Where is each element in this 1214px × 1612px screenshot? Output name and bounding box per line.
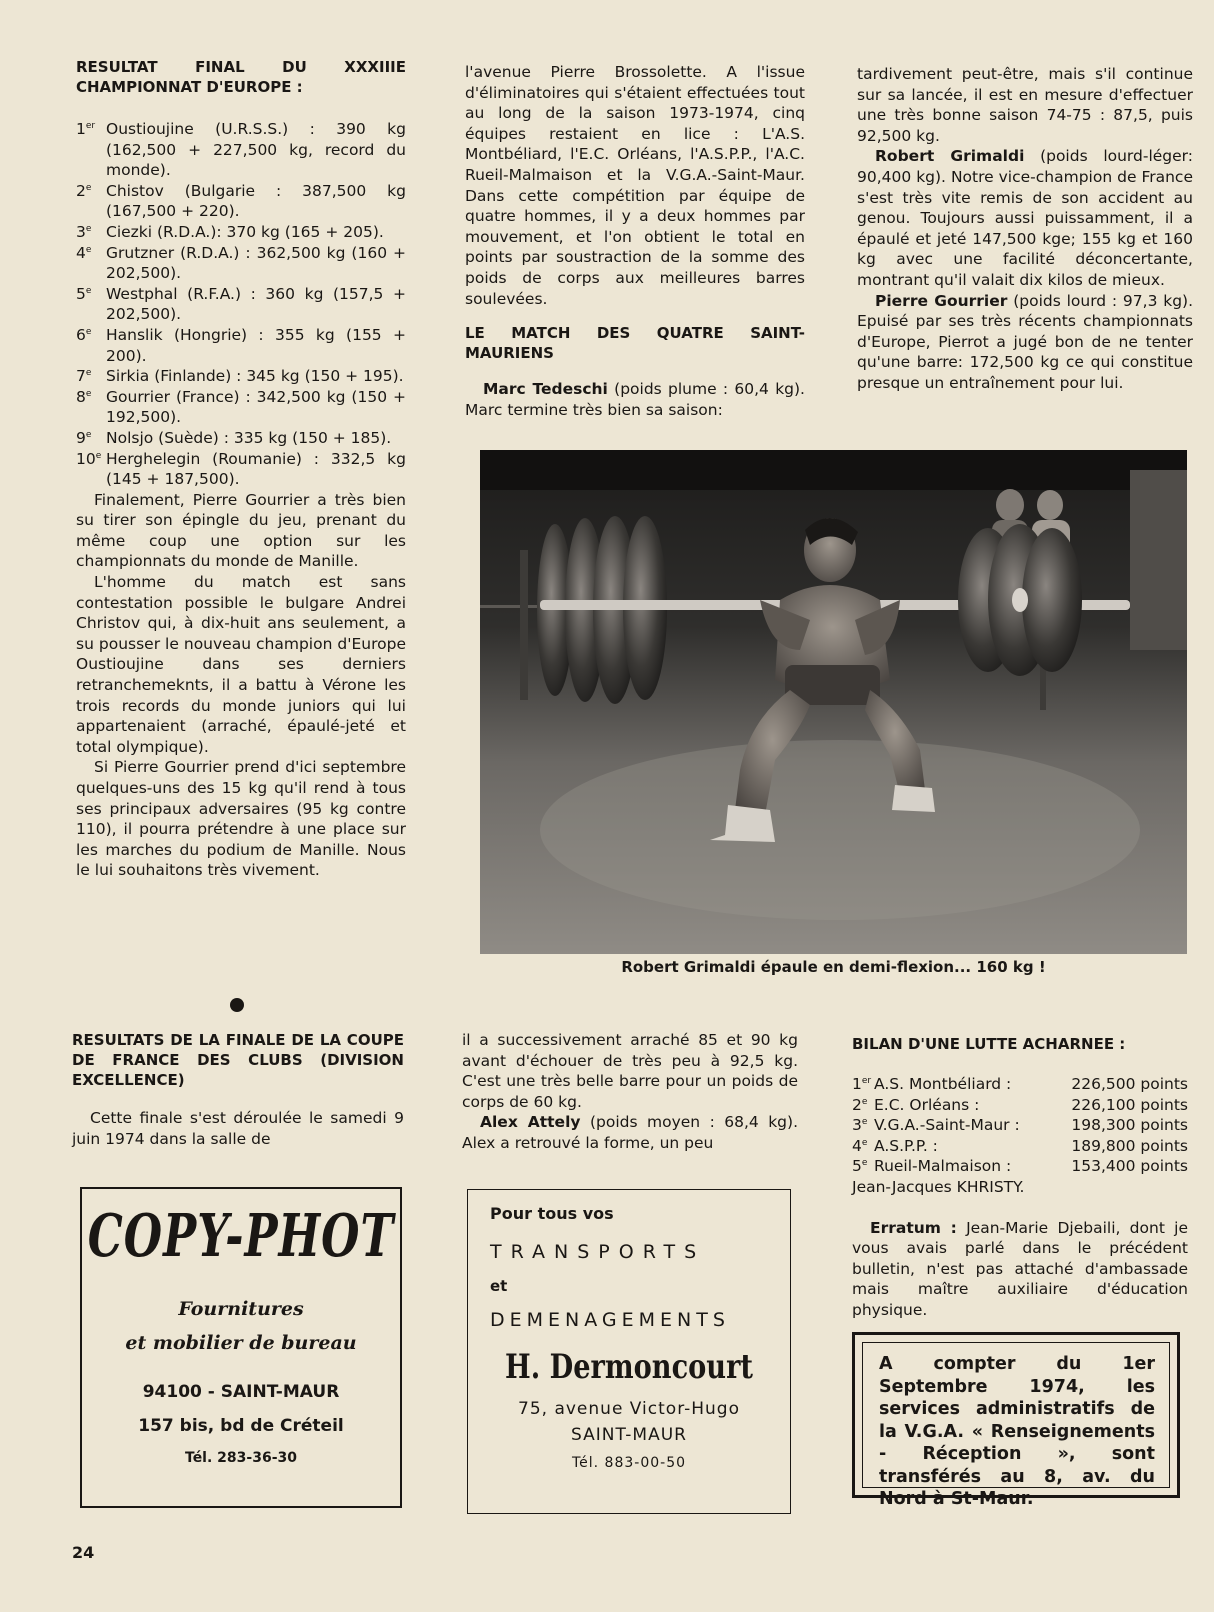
paragraph: Si Pierre Gourrier prend d'ici septembre quelques-uns des 15 kg qu'il rend à tous ses principaux adversaires (95 kg contre 110), il pourra prétendre à une place sur les marches du podium de Manille. Nous le lui souhaitons très vivement. [76,758,406,880]
paragraph: Pierre Gourrier (poids lourd : 97,3 kg). Epuisé par ses très récents championnats d'Europe, Pierrot a jugé bon de ne tenter qu'une barre: 172,500 kg ce qui constitue presque un entraînement pour lui. [857,291,1194,392]
result-row [76,243,406,284]
bilan-row [852,1095,1188,1116]
ad-brand: H. Dermoncourt [505,1347,753,1387]
ad-line: Pour tous vos [490,1204,614,1223]
result-text: Sirkia (Finlande) : 345 kg (150 + 195). [106,367,404,386]
result-rank: 7e [76,367,92,386]
paragraph: tardivement peut-être, mais s'il continue sur sa lancée, il est en mesure d'effectuer une très bonne saison 74-75 : 87,5, puis 92,500 kg. [857,65,1193,145]
result-row [76,449,406,490]
bullet-dot [230,998,244,1012]
page-number: 24 [72,1543,95,1562]
bilan-points: 226,100 points [1071,1095,1188,1114]
paragraph: Finalement, Pierre Gourrier a très bien su tirer son épingle du jeu, prenant du même coup une option sur les championnats du monde de Manille. [76,490,406,571]
column-3 [857,64,1193,394]
paragraph: il a successivement arraché 85 et 90 kg avant d'échouer de très peu à 92,5 kg. C'est une très belle barre pour un poids de corps de 60 kg. [462,1031,798,1111]
result-row [76,222,406,243]
notice-box [852,1332,1180,1509]
column-2-bottom [462,1030,798,1154]
paragraph: Cette finale s'est déroulée le samedi 9 juin 1974 dans la salle de [72,1109,404,1148]
result-rank: 6e [76,325,92,344]
athlete-name: Pierre Gourrier [875,291,1008,310]
bilan-points: 226,500 points [1071,1075,1188,1093]
result-rank: 8e [76,387,92,406]
result-rank: 10e [76,449,102,468]
result-row [76,387,406,428]
ad-line: TRANSPORTS [490,1241,706,1263]
ad-brand: COPY-PHOT [87,1202,395,1271]
result-text: Hanslik (Hongrie) : 355 kg (155 + 200). [106,325,406,365]
athlete-name: Marc Tedeschi [483,380,608,399]
match-heading: LE MATCH DES QUATRE SAINT-MAURIENS [465,324,805,363]
athlete-name: Alex Attely [480,1113,581,1132]
paragraph: l'avenue Pierre Brossolette. A l'issue d'éliminatoires qui s'étaient effectuées tout au long de la saison 1973-1974, cinq équipes restaient en lice : L'A.S. Montbéliard, l'E.C. Orléans, l'A.S.P.P., l'A.C. Rueil-Malmaison et la V.G.A.-Saint-Maur. Dans cette compétition par équipe de quatre hommes, il y a deux hommes par mouvement, et l'on obtient le total en points par soustraction de la somme des poids de corps aux meilleures barres soulevées. [465,63,805,308]
bilan-row [852,1074,1188,1095]
ad-phone: Tél. 883-00-50 [571,1455,687,1471]
bilan-rank: 1er [852,1075,872,1093]
result-text: Oustioujine (U.R.S.S.) : 390 kg (162,500 + 227,500 kg, record du monde). [106,120,406,180]
bilan-rank: 3e [852,1116,868,1135]
paragraph: Alex Attely (poids moyen : 68,4 kg). Alex a retrouvé la forme, un peu [462,1113,798,1152]
column-2 [465,62,805,420]
ad-phone: Tél. 283-36-30 [185,1450,297,1466]
ad-line: Fournitures [178,1298,304,1320]
column-3-bottom [852,1034,1188,1321]
result-row [76,119,406,181]
bilan-club: V.G.A.-Saint-Maur : [874,1116,1020,1135]
weightlifter-photo [480,450,1187,954]
ad-line: et [490,1277,508,1295]
bilan-rank: 5e [852,1157,868,1176]
result-text: Grutzner (R.D.A.) : 362,500 kg (160 + 202,500). [106,243,406,283]
result-text: Herghelegin (Roumanie) : 332,5 kg (145 + 187,500). [106,449,406,489]
result-text: Gourrier (France) : 342,500 kg (150 + 192,500). [106,387,406,427]
bilan-club: E.C. Orléans : [874,1095,980,1114]
athlete-name: Robert Grimaldi [875,147,1025,166]
copy-phot-ad [80,1187,402,1508]
result-text: Nolsjo (Suède) : 335 kg (150 + 185). [106,428,392,447]
result-rank: 2e [76,181,92,200]
column-1-bottom [72,1030,404,1149]
ad-line: 94100 - SAINT-MAUR [142,1382,340,1402]
paragraph: Robert Grimaldi (poids lourd-léger: 90,400 kg). Notre vice-champion de France s'est très vite remis de son accident au genou. Toujours aussi puissamment, il a épaulé et jeté 147,500 kge; 155 kg et 160 kg avec une facilité déconcertante, montrant qu'il valait dix kilos de mieux. [857,147,1193,289]
barbell-right-plates [958,524,1082,676]
paragraph: Marc Tedeschi (poids plume : 60,4 kg). Marc termine très bien sa saison: [465,380,805,419]
bilan-rank: 2e [852,1095,868,1114]
result-text: Westphal (R.F.A.) : 360 kg (157,5 + 202,500). [106,284,406,324]
ad-city: SAINT-MAUR [571,1425,687,1445]
ad-line: 157 bis, bd de Créteil [138,1416,344,1436]
cup-heading: RESULTATS DE LA FINALE DE LA COUPE DE FRANCE DES CLUBS (DIVISION EXCELLENCE) [72,1031,404,1089]
result-row [76,181,406,222]
photo-caption: Robert Grimaldi épaule en demi-flexion... 160 kg ! [621,958,1046,976]
column-1 [76,57,406,881]
bilan-club: A.S. Montbéliard : [874,1075,1012,1093]
bilan-points: 153,400 points [1071,1157,1188,1176]
bilan-rank: 4e [852,1136,868,1155]
ad-line: DEMENAGEMENTS [490,1309,730,1331]
result-rank: 3e [76,222,92,241]
bilan-heading: BILAN D'UNE LUTTE ACHARNEE : [852,1035,1126,1053]
euro-results-heading: RESULTAT FINAL DU XXXIIIE CHAMPIONNAT D'EUROPE : [76,58,406,96]
paragraph: L'homme du match est sans contestation possible le bulgare Andrei Christov qui, à dix-huit ans seulement, a su pousser le nouveau champion d'Europe Oustioujine dans ses derniers retranchemeknts, il a battu à Vérone les trois records du monde juniors qui lui appartenaient (arraché, épaulé-jeté et total olympique). [76,573,406,756]
signature: Jean-Jacques KHRISTY. [852,1177,1025,1196]
result-row [76,428,406,449]
bilan-club: A.S.P.P. : [874,1136,938,1155]
result-rank: 9e [76,428,92,447]
euro-results-list [76,119,406,490]
bilan-row [852,1136,1188,1157]
bilan-list [852,1074,1188,1177]
result-row [76,284,406,325]
bilan-points: 189,800 points [1071,1136,1188,1155]
bilan-points: 198,300 points [1071,1116,1188,1135]
bilan-club: Rueil-Malmaison : [874,1157,1012,1176]
result-rank: 4e [76,243,92,262]
result-text: Chistov (Bulgarie : 387,500 kg (167,500 + 220). [106,181,406,221]
result-rank: 1er [76,120,96,138]
ad-address: 75, avenue Victor-Hugo [518,1399,740,1419]
dermoncourt-ad [467,1189,791,1514]
notice-text: A compter du 1er Septembre 1974, les services administratifs de la V.G.A. « Renseignements - Réception », sont transférés au 8, av. du Nord à St-Maur. [862,1342,1170,1488]
result-text: Ciezki (R.D.A.): 370 kg (165 + 205). [106,222,384,241]
bilan-row [852,1156,1188,1177]
result-row [76,325,406,366]
result-rank: 5e [76,284,92,303]
result-row [76,366,406,387]
bilan-row [852,1115,1188,1136]
erratum: Erratum : Jean-Marie Djebaili, dont je vous avais parlé dans le précédent bulletin, n'est pas attaché d'ambassade mais maître auxiliaire d'éducation physique. [852,1218,1188,1319]
ad-line: et mobilier de bureau [125,1332,357,1354]
